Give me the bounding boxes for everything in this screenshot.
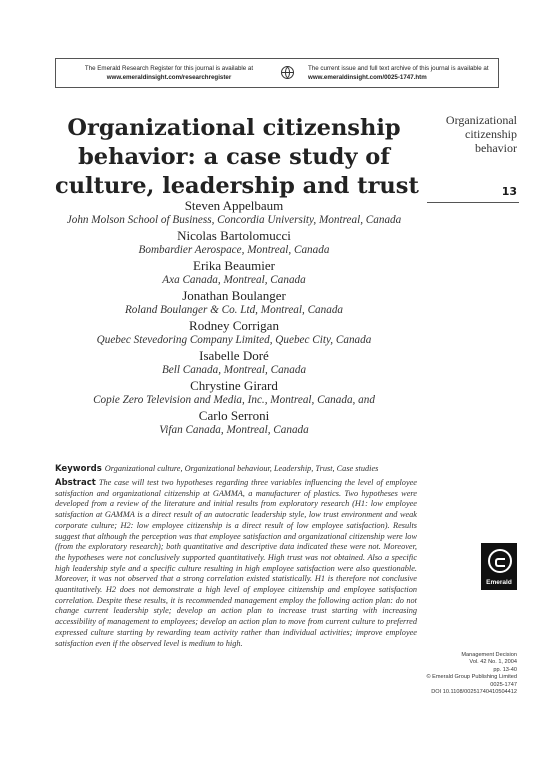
author-name: Jonathan Boulanger <box>182 288 286 303</box>
author-name: Carlo Serroni <box>198 408 270 423</box>
author-affiliation: Bell Canada, Montreal, Canada <box>161 364 307 376</box>
author-name: Steven Appelbaum <box>184 198 284 213</box>
author-list <box>55 198 413 438</box>
title-line: Organizational citizenship <box>67 115 401 141</box>
author-affiliation: Bombardier Aerospace, Montreal, Canada <box>138 244 330 256</box>
margin-divider <box>427 202 519 203</box>
author-affiliation: Quebec Stevedoring Company Limited, Quebec City, Canada <box>96 334 372 346</box>
author-name: Erika Beaumier <box>193 258 275 273</box>
archive-link[interactable]: www.emeraldinsight.com/0025-1747.htm <box>308 74 427 81</box>
journal-pages: pp. 13-40 <box>493 666 517 673</box>
author-name: Nicolas Bartolomucci <box>177 228 291 243</box>
abstract-text: The case will test two hypotheses regarding three variables influencing the level of employee satisfaction and organizational citizenship at GAMMA, a manufacturer of plastics. Two hypotheses were developed from a review of the literature and initial results from exploratory research (H1: low employee satisfaction at GAMMA is a direct result of an autocratic leadership style, low trust environment and weak corporate culture; H2: low employee citizenship is a direct result of low employee satisfaction). Results suggest that although the perception was that employee satisfaction and organizational citizenship were low (from the exploratory research); both quantitative and descriptive data indicated these were not. Moreover, the hypotheses were not conclusively supported quantitatively. High trust was not obtained. Also a specific high leadership style and a specific culture resulting in high employee satisfaction were also questionable. Moreover, it was not observed that a strong correlation existed statistically. H1 is therefore not conclusive quantitatively. H2 does not demonstrate a high level of employee citizenship and employee satisfaction correlation. Despite these results, it is recommended management employ the following action plan: do not change current leadership style; develop an action plan to increase trust starting with increasing accessibility of management to employees; develop an action plan to move from current culture to preferred expressed culture starting by rewarding team activity rather than individual activities; improve employee satisfaction even if the observed level is medium to high. <box>55 478 417 648</box>
emerald-logo-icon <box>488 549 512 573</box>
archive-text: The current issue and full text archive of this journal is available at <box>308 65 489 72</box>
author-affiliation: Vifan Canada, Montreal, Canada <box>159 424 309 436</box>
running-head-line: behavior <box>475 141 517 155</box>
copyright-notice: © Emerald Group Publishing Limited <box>426 674 517 681</box>
research-register-notice <box>60 64 278 82</box>
author-affiliation: John Molson School of Business, Concordia University, Montreal, Canada <box>66 214 402 226</box>
journal-header-box <box>55 58 499 88</box>
author-name: Isabelle Doré <box>199 348 269 363</box>
author-affiliation: Copie Zero Television and Media, Inc., Montreal, Canada, and <box>93 394 375 406</box>
globe-icon <box>281 66 294 79</box>
author-affiliation: Roland Boulanger & Co. Ltd, Montreal, Canada <box>124 304 344 316</box>
running-head-line: citizenship <box>465 127 517 141</box>
research-register-link[interactable]: www.emeraldinsight.com/researchregister <box>106 74 232 81</box>
doi: DOI 10.1108/00251740410504412 <box>431 689 517 696</box>
emerald-logo <box>481 543 517 590</box>
research-register-text: The Emerald Research Register for this journal is available at <box>84 65 254 72</box>
journal-volume: Vol. 42 No. 1, 2004 <box>469 659 517 666</box>
title-line: culture, leadership and trust <box>55 173 419 199</box>
journal-name: Management Decision <box>461 652 517 658</box>
issn: 0025-1747 <box>490 681 517 688</box>
abstract-section <box>55 478 417 649</box>
abstract-label: Abstract <box>55 478 96 488</box>
keywords-section <box>55 463 417 475</box>
author-name: Chrystine Girard <box>190 378 278 393</box>
emerald-logo-word: Emerald <box>486 579 512 586</box>
author-affiliation: Axa Canada, Montreal, Canada <box>162 274 306 286</box>
article-title <box>55 114 419 201</box>
running-head <box>430 113 517 155</box>
publication-info <box>418 652 517 696</box>
archive-notice <box>296 64 496 82</box>
author-name: Rodney Corrigan <box>189 318 279 333</box>
keywords-label: Keywords <box>55 464 102 474</box>
keywords-text: Organizational culture, Organizational behaviour, Leadership, Trust, Case studies <box>104 464 379 473</box>
running-head-line: Organizational <box>445 113 517 127</box>
page-number: 13 <box>501 185 517 198</box>
title-line: behavior: a case study of <box>78 144 390 170</box>
